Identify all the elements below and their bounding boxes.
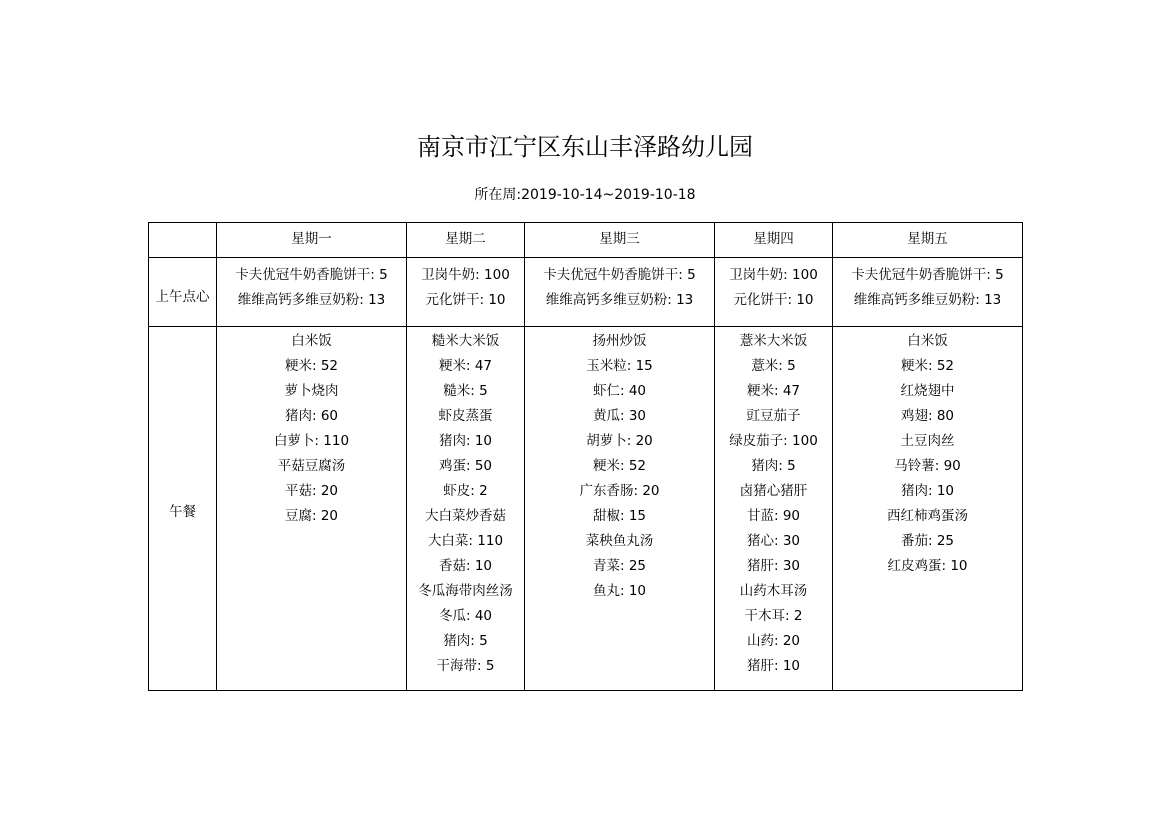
lunch-item: 胡萝卜: 20: [586, 433, 653, 449]
lunch-item: 干木耳: 2: [744, 608, 803, 624]
lunch-item: 糙米: 5: [443, 383, 488, 399]
lunch-item: 冬瓜: 40: [438, 608, 493, 624]
lunch-cell-mon: [217, 327, 407, 691]
lunch-item: 菜秧鱼丸汤: [585, 533, 654, 549]
snack-item: 卡夫优冠牛奶香脆饼干: 5: [543, 267, 696, 283]
lunch-item: 红皮鸡蛋: 10: [887, 558, 968, 574]
corner-cell: [149, 223, 217, 258]
day-header-thu: 星期四: [715, 223, 833, 258]
lunch-item: 黄瓜: 30: [592, 408, 647, 424]
lunch-item: 番茄: 25: [900, 533, 955, 549]
day-header-fri: 星期五: [833, 223, 1023, 258]
snack-item: 元化饼干: 10: [425, 292, 506, 308]
snack-item: 元化饼干: 10: [733, 292, 814, 308]
snack-item: 卫岗牛奶: 100: [729, 267, 818, 283]
lunch-item: 山药木耳汤: [739, 583, 808, 599]
lunch-item: 猪肉: 5: [751, 458, 796, 474]
lunch-item: 马铃薯: 90: [894, 458, 961, 474]
lunch-item: 粳米: 47: [438, 358, 493, 374]
lunch-item: 西红柿鸡蛋汤: [887, 508, 968, 524]
lunch-item: 白萝卜: 110: [273, 433, 350, 449]
lunch-item: 大白菜: 110: [427, 533, 504, 549]
lunch-item: 猪肝: 30: [746, 558, 801, 574]
lunch-row: [149, 327, 1023, 691]
lunch-item: 香菇: 10: [438, 558, 493, 574]
lunch-item: 玉米粒: 15: [586, 358, 653, 374]
lunch-item: 豇豆茄子: [746, 408, 801, 424]
lunch-item: 平菇: 20: [284, 483, 339, 499]
lunch-item: 平菇豆腐汤: [277, 458, 346, 474]
lunch-item: 猪肉: 60: [284, 408, 339, 424]
snack-cell-thu: [715, 258, 833, 327]
lunch-item: 卤猪心猪肝: [739, 483, 808, 499]
header-row: [149, 223, 1023, 258]
lunch-item: 粳米: 47: [746, 383, 801, 399]
lunch-item: 薏米: 5: [751, 358, 796, 374]
lunch-item: 白米饭: [291, 333, 332, 349]
lunch-item: 白米饭: [907, 333, 948, 349]
snack-cell-mon: [217, 258, 407, 327]
lunch-item: 薏米大米饭: [739, 333, 808, 349]
day-header-tue: 星期二: [407, 223, 525, 258]
day-header-wed: 星期三: [525, 223, 715, 258]
lunch-cell-tue: [407, 327, 525, 691]
snack-item: 维维高钙多维豆奶粉: 13: [545, 292, 694, 308]
snack-item: 卡夫优冠牛奶香脆饼干: 5: [851, 267, 1004, 283]
lunch-item: 虾皮: 2: [443, 483, 488, 499]
lunch-item: 红烧翅中: [900, 383, 955, 399]
week-range: 所在周:2019-10-14~2019-10-18: [474, 187, 696, 203]
lunch-item: 猪肉: 10: [438, 433, 493, 449]
lunch-item: 鸡蛋: 50: [438, 458, 493, 474]
lunch-item: 粳米: 52: [284, 358, 339, 374]
snack-cell-wed: [525, 258, 715, 327]
lunch-cell-wed: [525, 327, 715, 691]
lunch-item: 绿皮茄子: 100: [729, 433, 818, 449]
lunch-item: 猪心: 30: [746, 533, 801, 549]
lunch-item: 虾皮蒸蛋: [438, 408, 493, 424]
lunch-item: 甜椒: 15: [592, 508, 647, 524]
snack-cell-tue: [407, 258, 525, 327]
lunch-item: 扬州炒饭: [592, 333, 647, 349]
lunch-cell-thu: [715, 327, 833, 691]
snack-item: 维维高钙多维豆奶粉: 13: [853, 292, 1002, 308]
day-header-mon: 星期一: [217, 223, 407, 258]
lunch-item: 大白菜炒香菇: [425, 508, 506, 524]
lunch-item: 猪肉: 10: [900, 483, 955, 499]
lunch-item: 豆腐: 20: [284, 508, 339, 524]
lunch-item: 干海带: 5: [436, 658, 495, 674]
lunch-item: 萝卜烧肉: [284, 383, 339, 399]
lunch-row-label: 午餐: [149, 327, 217, 691]
lunch-item: 猪肉: 5: [443, 633, 488, 649]
lunch-item: 甘蓝: 90: [746, 508, 801, 524]
lunch-item: 糙米大米饭: [431, 333, 500, 349]
snack-item: 卫岗牛奶: 100: [421, 267, 510, 283]
lunch-item: 猪肝: 10: [746, 658, 801, 674]
snack-row-label: 上午点心: [149, 258, 217, 327]
lunch-item: 广东香肠: 20: [579, 483, 660, 499]
snack-cell-fri: [833, 258, 1023, 327]
snack-item: 维维高钙多维豆奶粉: 13: [237, 292, 386, 308]
lunch-item: 粳米: 52: [592, 458, 647, 474]
lunch-item: 粳米: 52: [900, 358, 955, 374]
lunch-item: 冬瓜海带肉丝汤: [418, 583, 513, 599]
lunch-item: 虾仁: 40: [592, 383, 647, 399]
menu-table: [148, 222, 1023, 691]
snack-item: 卡夫优冠牛奶香脆饼干: 5: [235, 267, 388, 283]
lunch-item: 鱼丸: 10: [592, 583, 647, 599]
snack-row: [149, 258, 1023, 327]
page-title: 南京市江宁区东山丰泽路幼儿园: [417, 133, 753, 161]
lunch-item: 青菜: 25: [592, 558, 647, 574]
lunch-item: 鸡翅: 80: [900, 408, 955, 424]
lunch-item: 山药: 20: [746, 633, 801, 649]
lunch-cell-fri: [833, 327, 1023, 691]
lunch-item: 土豆肉丝: [900, 433, 955, 449]
